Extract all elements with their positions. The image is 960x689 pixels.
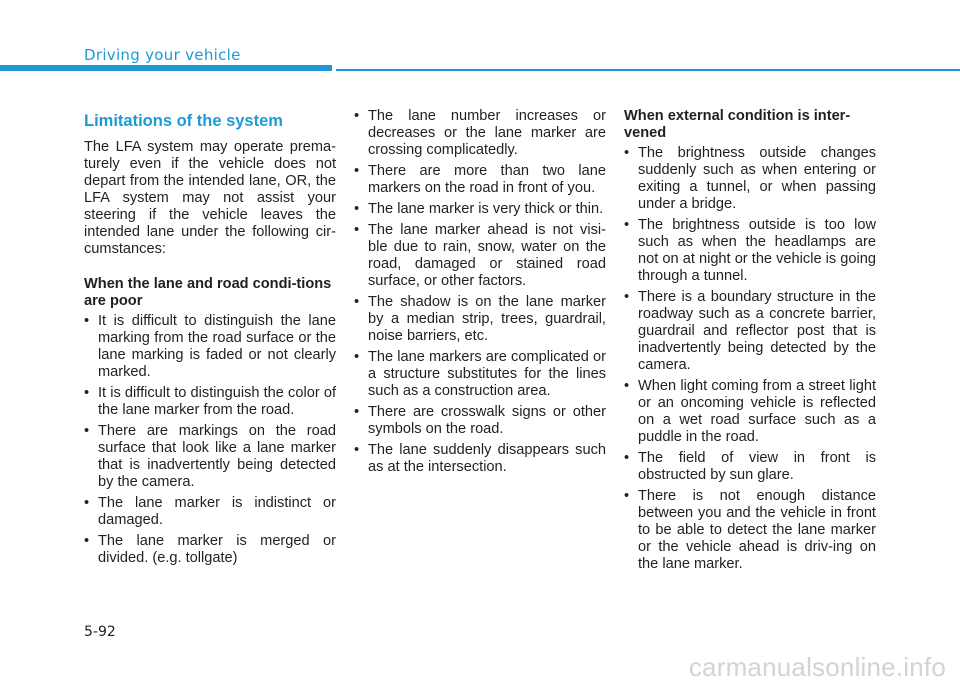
header-rule-thick [0, 65, 332, 71]
list-item: • There are crosswalk signs or other symbols on the road. [354, 404, 606, 438]
list-item: • There are more than two lane markers on the road in front of you. [354, 163, 606, 197]
lane-road-heading: When the lane and road condi-tions are poor [84, 276, 332, 309]
watermark: carmanualsonline.info [688, 652, 946, 682]
list-item: • It is difficult to distinguish the lane marking from the road surface or the lane marking is faded or not clearly marked. [84, 313, 336, 381]
header-rule-thin [336, 69, 960, 71]
list-item: • There is not enough distance between you and the vehicle in front to be able to detect the lane marker or the vehicle ahead is driv-ing on the lane marker. [624, 488, 876, 573]
column-3 [624, 108, 876, 577]
external-condition-heading: When external condition is inter-vened [624, 108, 851, 141]
section-title: Limitations of the system [84, 112, 283, 130]
list-item: • The lane number increases or decreases or the lane marker are crossing complicatedly. [354, 108, 606, 159]
external-condition-list [624, 145, 876, 573]
intro-paragraph: The LFA system may operate prema-turely even if the vehicle does not depart from the intended lane, OR, the LFA system may not assist your steering if the vehicle leaves the intended lane under the following cir-cumstances: [84, 139, 336, 257]
lane-road-list-part-2 [354, 108, 606, 476]
column-1 [84, 108, 336, 571]
list-item: • The shadow is on the lane marker by a median strip, trees, guardrail, noise barriers, etc. [354, 294, 606, 345]
column-2 [354, 108, 606, 480]
list-item: • There are markings on the road surface that look like a lane marker that is inadvertently being detected by the camera. [84, 423, 336, 491]
page-number: 5-92 [84, 624, 116, 640]
list-item: • The field of view in front is obstructed by sun glare. [624, 450, 876, 484]
list-item: • The lane marker is indistinct or damaged. [84, 495, 336, 529]
list-item: • The lane marker is merged or divided. (e.g. tollgate) [84, 533, 336, 567]
list-item: • It is difficult to distinguish the color of the lane marker from the road. [84, 385, 336, 419]
lane-road-list-part-1 [84, 313, 336, 567]
list-item: • The brightness outside is too low such as when the headlamps are not on at night or the vehicle is going through a tunnel. [624, 217, 876, 285]
list-item: • When light coming from a street light or an oncoming vehicle is reflected on a wet road surface such as a puddle in the road. [624, 378, 876, 446]
list-item: • There is a boundary structure in the roadway such as a concrete barrier, guardrail and reflector post that is inadvertently being detected by the camera. [624, 289, 876, 374]
list-item: • The lane marker ahead is not visi-ble due to rain, snow, water on the road, damaged or stained road surface, or other factors. [354, 222, 606, 290]
list-item: • The lane marker is very thick or thin. [354, 201, 606, 218]
list-item: • The lane suddenly disappears such as at the intersection. [354, 442, 606, 476]
list-item: • The lane markers are complicated or a structure substitutes for the lines such as a construction area. [354, 349, 606, 400]
list-item: • The brightness outside changes suddenly such as when entering or exiting a tunnel, or when passing under a bridge. [624, 145, 876, 213]
header-section-title: Driving your vehicle [84, 46, 241, 64]
